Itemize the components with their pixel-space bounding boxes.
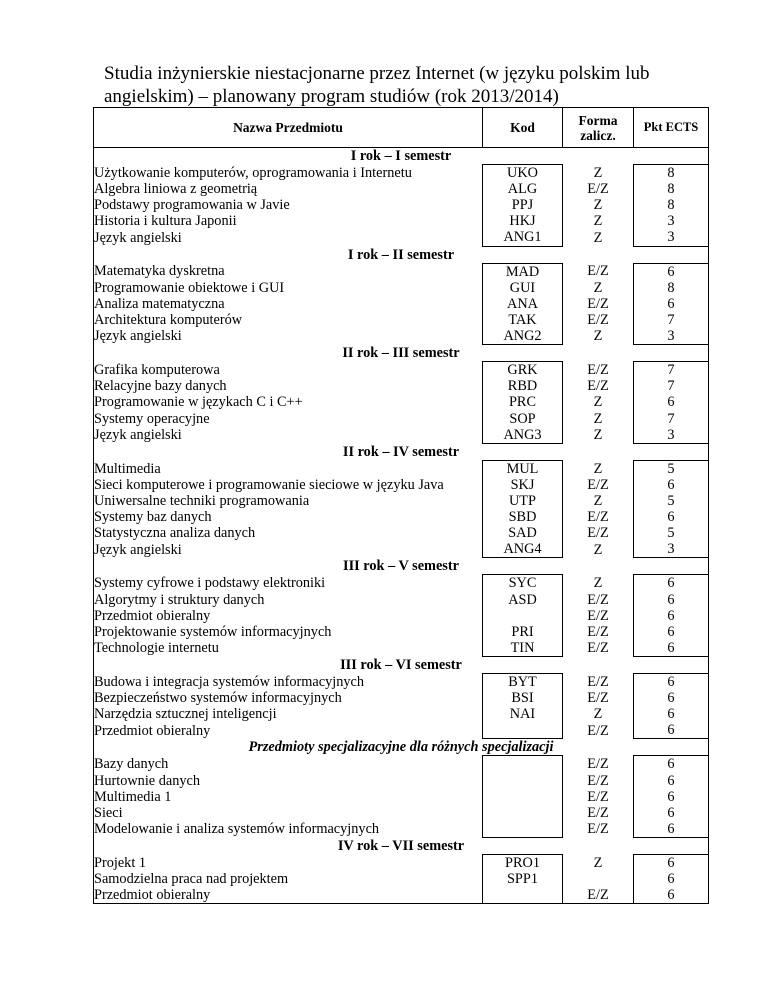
course-code: GRK bbox=[483, 362, 563, 379]
course-row bbox=[94, 525, 709, 541]
course-name: Bezpieczeństwo systemów informacyjnych bbox=[94, 690, 483, 706]
course-ects: 3 bbox=[634, 328, 709, 345]
course-assessment-form: E/Z bbox=[563, 722, 634, 739]
course-ects: 6 bbox=[634, 871, 709, 887]
semester-header-row bbox=[94, 656, 709, 673]
course-code: PRI bbox=[483, 624, 563, 640]
course-name: Historia i kultura Japonii bbox=[94, 213, 483, 229]
course-assessment-form: Z bbox=[563, 411, 634, 427]
course-row bbox=[94, 328, 709, 345]
semester-header-row bbox=[94, 246, 709, 263]
course-assessment-form: E/Z bbox=[563, 789, 634, 805]
course-name: Narzędzia sztucznej inteligencji bbox=[94, 706, 483, 722]
course-name: Technologie internetu bbox=[94, 640, 483, 657]
course-ects: 3 bbox=[634, 541, 709, 558]
course-name: Algebra liniowa z geometrią bbox=[94, 181, 483, 197]
course-row bbox=[94, 280, 709, 296]
course-code: PPJ bbox=[483, 197, 563, 213]
course-name: Hurtownie danych bbox=[94, 773, 483, 789]
course-row bbox=[94, 362, 709, 379]
course-assessment-form: Z bbox=[563, 213, 634, 229]
course-code: GUI bbox=[483, 280, 563, 296]
course-row bbox=[94, 312, 709, 328]
course-code bbox=[483, 887, 563, 904]
course-code: SOP bbox=[483, 411, 563, 427]
semester-header-row bbox=[94, 558, 709, 575]
course-assessment-form: E/Z bbox=[563, 592, 634, 608]
course-name: Język angielski bbox=[94, 427, 483, 444]
course-ects: 6 bbox=[634, 789, 709, 805]
course-code: ANG2 bbox=[483, 328, 563, 345]
course-name: Systemy cyfrowe i podstawy elektroniki bbox=[94, 575, 483, 592]
course-assessment-form: Z bbox=[563, 197, 634, 213]
course-name: Modelowanie i analiza systemów informacyjnych bbox=[94, 821, 483, 838]
course-ects: 8 bbox=[634, 280, 709, 296]
course-row bbox=[94, 493, 709, 509]
course-ects: 6 bbox=[634, 509, 709, 525]
course-ects: 5 bbox=[634, 493, 709, 509]
course-code: TAK bbox=[483, 312, 563, 328]
course-row bbox=[94, 887, 709, 904]
course-code bbox=[483, 773, 563, 789]
course-assessment-form: E/Z bbox=[563, 887, 634, 904]
course-code bbox=[483, 821, 563, 838]
course-code bbox=[483, 608, 563, 624]
course-name: Projekt 1 bbox=[94, 855, 483, 872]
course-row bbox=[94, 805, 709, 821]
course-assessment-form: Z bbox=[563, 541, 634, 558]
course-row bbox=[94, 296, 709, 312]
course-ects: 6 bbox=[634, 640, 709, 657]
course-assessment-form: Z bbox=[563, 493, 634, 509]
course-name: Architektura komputerów bbox=[94, 312, 483, 328]
course-code bbox=[483, 756, 563, 773]
course-assessment-form: E/Z bbox=[563, 690, 634, 706]
course-ects: 3 bbox=[634, 229, 709, 246]
course-row bbox=[94, 197, 709, 213]
course-name: Algorytmy i struktury danych bbox=[94, 592, 483, 608]
course-name: Programowanie w językach C i C++ bbox=[94, 394, 483, 410]
course-assessment-form: Z bbox=[563, 328, 634, 345]
course-code: ANG4 bbox=[483, 541, 563, 558]
semester-header-row bbox=[94, 837, 709, 854]
course-ects: 6 bbox=[634, 592, 709, 608]
course-row bbox=[94, 821, 709, 838]
course-code: PRC bbox=[483, 394, 563, 410]
course-row bbox=[94, 674, 709, 691]
course-name: Użytkowanie komputerów, oprogramowania i Internetu bbox=[94, 165, 483, 182]
semester-header-row bbox=[94, 739, 709, 756]
course-assessment-form: E/Z bbox=[563, 821, 634, 838]
course-name: Bazy danych bbox=[94, 756, 483, 773]
course-name: Systemy baz danych bbox=[94, 509, 483, 525]
course-assessment-form: E/Z bbox=[563, 756, 634, 773]
semester-heading: III rok – VI semestr bbox=[94, 656, 709, 673]
course-assessment-form: Z bbox=[563, 427, 634, 444]
semester-heading: II rok – IV semestr bbox=[94, 443, 709, 460]
course-ects: 7 bbox=[634, 411, 709, 427]
course-row bbox=[94, 608, 709, 624]
course-code: ASD bbox=[483, 592, 563, 608]
course-name: Projektowanie systemów informacyjnych bbox=[94, 624, 483, 640]
course-ects: 5 bbox=[634, 525, 709, 541]
course-code: PRO1 bbox=[483, 855, 563, 872]
course-name: Język angielski bbox=[94, 541, 483, 558]
course-name: Budowa i integracja systemów informacyjnych bbox=[94, 674, 483, 691]
course-ects: 6 bbox=[634, 805, 709, 821]
course-assessment-form: E/Z bbox=[563, 624, 634, 640]
course-assessment-form: E/Z bbox=[563, 362, 634, 379]
semester-header-row bbox=[94, 148, 709, 165]
course-ects: 6 bbox=[634, 706, 709, 722]
course-ects: 7 bbox=[634, 378, 709, 394]
course-ects: 6 bbox=[634, 773, 709, 789]
course-assessment-form: E/Z bbox=[563, 477, 634, 493]
course-code bbox=[483, 789, 563, 805]
course-name: Sieci bbox=[94, 805, 483, 821]
course-ects: 6 bbox=[634, 296, 709, 312]
course-name: Przedmiot obieralny bbox=[94, 722, 483, 739]
course-assessment-form: Z bbox=[563, 280, 634, 296]
semester-heading: I rok – I semestr bbox=[94, 148, 709, 165]
course-name: Język angielski bbox=[94, 229, 483, 246]
course-assessment-form: E/Z bbox=[563, 525, 634, 541]
course-row bbox=[94, 789, 709, 805]
course-ects: 7 bbox=[634, 362, 709, 379]
course-code: HKJ bbox=[483, 213, 563, 229]
course-row bbox=[94, 722, 709, 739]
course-assessment-form: E/Z bbox=[563, 640, 634, 657]
course-row bbox=[94, 229, 709, 246]
course-ects: 6 bbox=[634, 608, 709, 624]
course-name: Programowanie obiektowe i GUI bbox=[94, 280, 483, 296]
semester-heading: IV rok – VII semestr bbox=[94, 837, 709, 854]
course-ects: 6 bbox=[634, 756, 709, 773]
course-name: Systemy operacyjne bbox=[94, 411, 483, 427]
course-code: ANG1 bbox=[483, 229, 563, 246]
course-row bbox=[94, 181, 709, 197]
course-ects: 8 bbox=[634, 181, 709, 197]
table-header-row bbox=[94, 108, 709, 148]
course-row bbox=[94, 427, 709, 444]
course-ects: 3 bbox=[634, 427, 709, 444]
course-ects: 3 bbox=[634, 213, 709, 229]
semester-header-row bbox=[94, 443, 709, 460]
course-assessment-form: Z bbox=[563, 706, 634, 722]
study-program-table bbox=[93, 107, 709, 904]
course-name: Przedmiot obieralny bbox=[94, 887, 483, 904]
course-row bbox=[94, 640, 709, 657]
course-assessment-form: Z bbox=[563, 575, 634, 592]
course-assessment-form: E/Z bbox=[563, 263, 634, 280]
course-row bbox=[94, 773, 709, 789]
semester-heading: I rok – II semestr bbox=[94, 246, 709, 263]
course-row bbox=[94, 477, 709, 493]
course-assessment-form: E/Z bbox=[563, 296, 634, 312]
course-code: UTP bbox=[483, 493, 563, 509]
course-name: Multimedia 1 bbox=[94, 789, 483, 805]
course-code bbox=[483, 805, 563, 821]
course-row bbox=[94, 509, 709, 525]
course-ects: 6 bbox=[634, 855, 709, 872]
course-code: ALG bbox=[483, 181, 563, 197]
course-name: Matematyka dyskretna bbox=[94, 263, 483, 280]
course-row bbox=[94, 871, 709, 887]
course-name: Podstawy programowania w Javie bbox=[94, 197, 483, 213]
course-assessment-form: E/Z bbox=[563, 805, 634, 821]
course-row bbox=[94, 263, 709, 280]
course-assessment-form: Z bbox=[563, 460, 634, 477]
course-assessment-form: E/Z bbox=[563, 312, 634, 328]
course-assessment-form: E/Z bbox=[563, 181, 634, 197]
course-code: TIN bbox=[483, 640, 563, 657]
course-name: Relacyjne bazy danych bbox=[94, 378, 483, 394]
course-ects: 6 bbox=[634, 263, 709, 280]
course-name: Analiza matematyczna bbox=[94, 296, 483, 312]
semester-heading: II rok – III semestr bbox=[94, 345, 709, 362]
course-name: Statystyczna analiza danych bbox=[94, 525, 483, 541]
document-title: Studia inżynierskie niestacjonarne przez Internet (w języku polskim lub angielskim) – planowany program studiów (rok 2013/2014) bbox=[104, 63, 650, 107]
course-assessment-form bbox=[563, 871, 634, 887]
course-ects: 6 bbox=[634, 690, 709, 706]
course-code: MAD bbox=[483, 263, 563, 280]
course-ects: 6 bbox=[634, 821, 709, 838]
course-ects: 7 bbox=[634, 312, 709, 328]
course-code bbox=[483, 722, 563, 739]
course-code: NAI bbox=[483, 706, 563, 722]
course-row bbox=[94, 378, 709, 394]
course-ects: 6 bbox=[634, 624, 709, 640]
course-code: SBD bbox=[483, 509, 563, 525]
course-code: ANA bbox=[483, 296, 563, 312]
course-name: Uniwersalne techniki programowania bbox=[94, 493, 483, 509]
table-body bbox=[94, 148, 709, 904]
course-ects: 8 bbox=[634, 165, 709, 182]
course-ects: 6 bbox=[634, 887, 709, 904]
course-assessment-form: E/Z bbox=[563, 608, 634, 624]
course-code: BSI bbox=[483, 690, 563, 706]
course-row bbox=[94, 165, 709, 182]
course-row bbox=[94, 575, 709, 592]
course-row bbox=[94, 624, 709, 640]
course-assessment-form: Z bbox=[563, 229, 634, 246]
course-ects: 6 bbox=[634, 722, 709, 739]
course-row bbox=[94, 756, 709, 773]
course-name: Multimedia bbox=[94, 460, 483, 477]
course-code: SPP1 bbox=[483, 871, 563, 887]
semester-heading: III rok – V semestr bbox=[94, 558, 709, 575]
semester-header-row bbox=[94, 345, 709, 362]
course-ects: 6 bbox=[634, 575, 709, 592]
course-code: BYT bbox=[483, 674, 563, 691]
course-row bbox=[94, 460, 709, 477]
course-assessment-form: Z bbox=[563, 394, 634, 410]
course-code: SAD bbox=[483, 525, 563, 541]
course-row bbox=[94, 394, 709, 410]
course-name: Grafika komputerowa bbox=[94, 362, 483, 379]
header-name: Nazwa Przedmiotu bbox=[94, 108, 483, 148]
header-kod: Kod bbox=[483, 108, 563, 148]
course-name: Przedmiot obieralny bbox=[94, 608, 483, 624]
course-name: Sieci komputerowe i programowanie sieciowe w języku Java bbox=[94, 477, 483, 493]
course-ects: 6 bbox=[634, 674, 709, 691]
course-assessment-form: Z bbox=[563, 855, 634, 872]
course-code: SYC bbox=[483, 575, 563, 592]
course-row bbox=[94, 706, 709, 722]
course-assessment-form: E/Z bbox=[563, 378, 634, 394]
course-assessment-form: E/Z bbox=[563, 674, 634, 691]
specialization-heading: Przedmioty specjalizacyjne dla różnych specjalizacji bbox=[94, 739, 709, 756]
course-assessment-form: Z bbox=[563, 165, 634, 182]
course-assessment-form: E/Z bbox=[563, 773, 634, 789]
course-code: UKO bbox=[483, 165, 563, 182]
header-forma: Forma zalicz. bbox=[563, 108, 634, 148]
course-row bbox=[94, 213, 709, 229]
course-row bbox=[94, 411, 709, 427]
course-ects: 5 bbox=[634, 460, 709, 477]
course-ects: 8 bbox=[634, 197, 709, 213]
header-ects: Pkt ECTS bbox=[634, 108, 709, 148]
course-name: Samodzielna praca nad projektem bbox=[94, 871, 483, 887]
course-code: RBD bbox=[483, 378, 563, 394]
course-row bbox=[94, 690, 709, 706]
course-code: ANG3 bbox=[483, 427, 563, 444]
course-code: SKJ bbox=[483, 477, 563, 493]
course-name: Język angielski bbox=[94, 328, 483, 345]
course-row bbox=[94, 541, 709, 558]
course-assessment-form: E/Z bbox=[563, 509, 634, 525]
course-row bbox=[94, 855, 709, 872]
course-code: MUL bbox=[483, 460, 563, 477]
course-ects: 6 bbox=[634, 394, 709, 410]
course-row bbox=[94, 592, 709, 608]
course-ects: 6 bbox=[634, 477, 709, 493]
